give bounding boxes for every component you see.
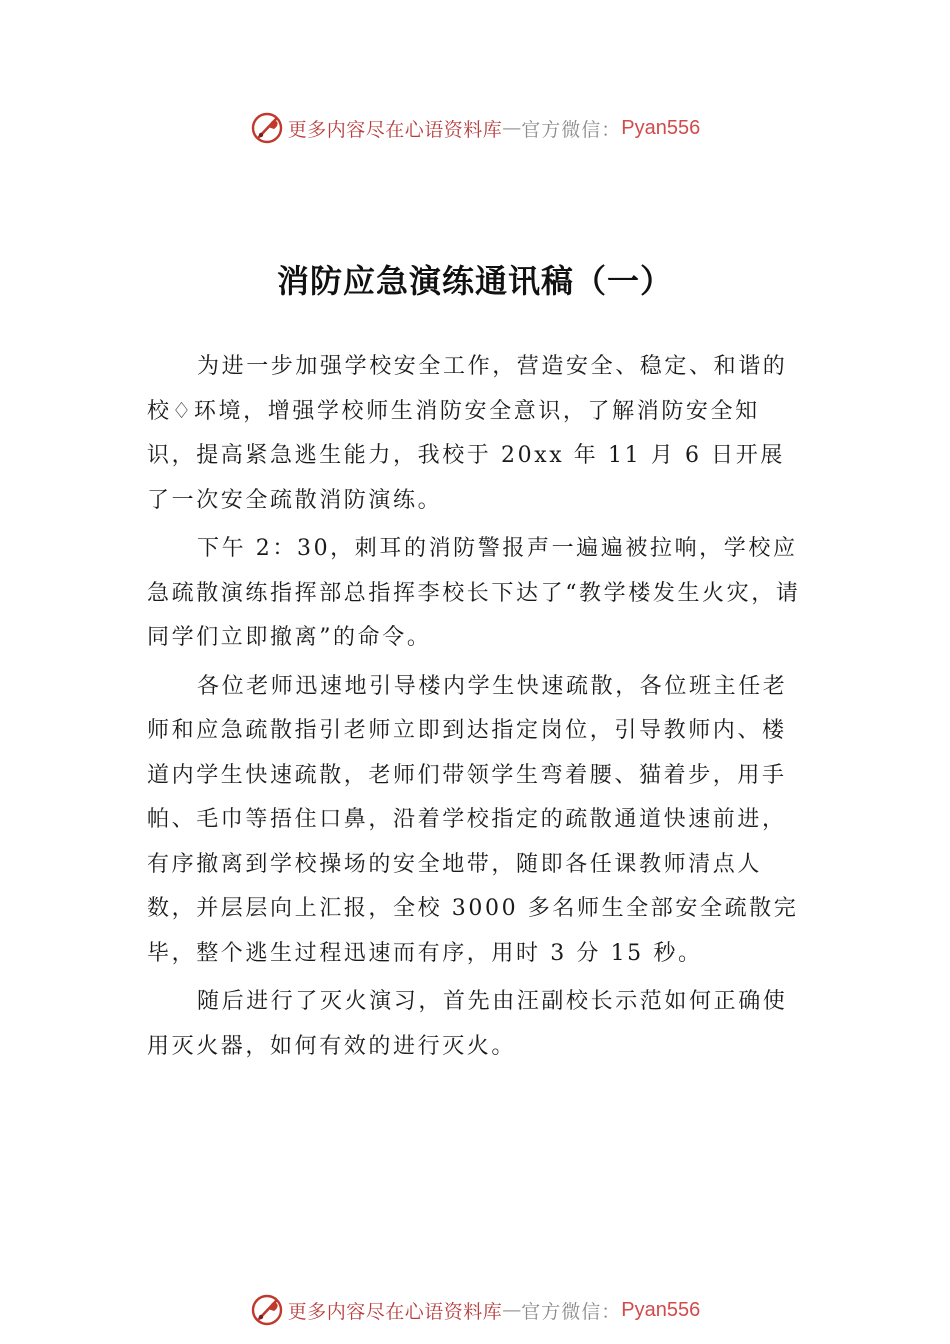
banner-account-id: Pyan556 [621, 116, 701, 139]
banner-text: 更多内容尽在心语资料库 [287, 1300, 503, 1323]
banner-account-label: 官方微信： [521, 1300, 622, 1323]
paragraph: 下午 2：30，刺耳的消防警报声一遍遍被拉响，学校应急疏散演练指挥部总指挥李校长下达了“教学楼发生火灾，请同学们立即撤离”的命令。 [147, 536, 801, 650]
paragraph: 随后进行了灭火演习，首先由汪副校长示范如何正确使用灭火器，如何有效的进行灭火。 [147, 989, 788, 1059]
document-body [147, 345, 807, 1073]
banner-text: 更多内容尽在心语资料库 [287, 118, 503, 141]
banner-account-label: 官方微信： [521, 118, 622, 141]
paragraph: 为进一步加强学校安全工作，营造安全、稳定、和谐的校♢环境，增强学校师生消防安全意识，了解消防安全知识，提高紧急逃生能力，我校于 20xx 年 11 月 6 日开展了一次安全疏散消防演练。 [147, 354, 788, 513]
footer-banner [0, 1290, 950, 1330]
banner-account-id: Pyan556 [621, 1298, 701, 1321]
banner-separator: — [502, 1299, 522, 1321]
banner-separator: — [502, 117, 522, 139]
page-title: 消防应急演练通讯稿（一） [276, 262, 673, 300]
quill-pen-logo-icon [250, 111, 284, 145]
quill-pen-logo-icon [250, 1293, 284, 1327]
header-banner [0, 108, 950, 148]
paragraph: 各位老师迅速地引导楼内学生快速疏散，各位班主任老师和应急疏散指引老师立即到达指定岗位，引导教师内、楼道内学生快速疏散，老师们带领学生弯着腰、猫着步，用手帕、毛巾等捂住口鼻，沿着学校指定的疏散通道快速前进，有序撤离到学校操场的安全地带，随即各任课教师清点人数，并层层向上汇报，全校 3000 多名师生全部安全疏散完毕，整个逃生过程迅速而有序，用时 3 分 15 秒。 [147, 673, 799, 966]
